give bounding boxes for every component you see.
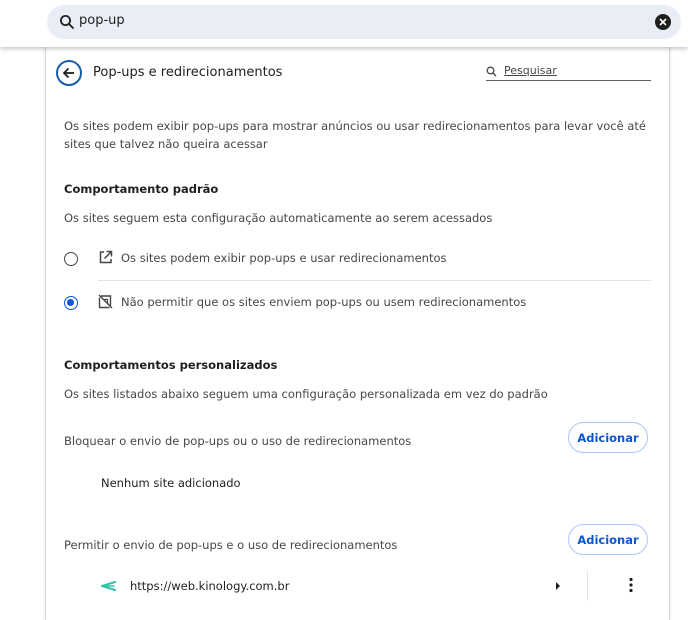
site-url: https://web.kinology.com.br [130,579,290,593]
search-icon [59,14,75,30]
open-in-new-icon [98,250,113,265]
add-allowed-site-button[interactable]: Adicionar [568,524,648,555]
default-behavior-heading: Comportamento padrão [64,182,219,196]
page-search-label: Pesquisar [504,64,557,77]
back-button[interactable] [56,60,82,86]
default-option-block[interactable] [46,284,656,324]
default-behavior-subtitle: Os sites seguem esta configuração automaticamente ao serem acessados [64,211,493,225]
popup-blocked-icon [98,294,113,309]
top-search-bar [0,0,688,47]
radio-allow-popups[interactable] [64,252,78,266]
clear-search-icon[interactable] [655,14,671,30]
custom-behaviors-heading: Comportamentos personalizados [64,358,278,372]
custom-behaviors-subtitle: Os sites listados abaixo seguem uma configuração personalizada em vez do padrão [64,387,548,401]
more-vert-icon[interactable] [628,577,634,593]
settings-card [45,47,670,620]
page-search-field[interactable] [486,64,651,81]
settings-search-box[interactable] [47,5,681,39]
empty-list-text: Nenhum site adicionado [101,476,241,490]
arrow-right-icon[interactable] [555,581,561,591]
search-input[interactable]: pop-up [79,13,125,28]
add-blocked-site-button[interactable]: Adicionar [568,422,648,453]
row-separator [587,571,588,601]
block-section-label: Bloquear o envio de pop-ups ou o uso de redirecionamentos [64,434,412,448]
site-row[interactable] [46,565,667,607]
divider [98,280,651,281]
radio-block-popups[interactable] [64,296,78,310]
page-title: Pop-ups e redirecionamentos [93,65,283,80]
default-option-allow[interactable] [46,239,656,279]
arrow-back-icon [62,66,76,80]
page-description: Os sites podem exibir pop-ups para mostrar anúncios ou usar redirecionamentos para levar você até sites que talvez não queira acessar [64,119,646,151]
search-icon [486,66,497,77]
option-block-label: Não permitir que os sites enviem pop-ups ou usem redirecionamentos [121,295,527,309]
kinology-favicon [100,580,116,592]
option-allow-label: Os sites podem exibir pop-ups e usar redirecionamentos [121,251,447,265]
allow-section-label: Permitir o envio de pop-ups e o uso de redirecionamentos [64,538,398,552]
